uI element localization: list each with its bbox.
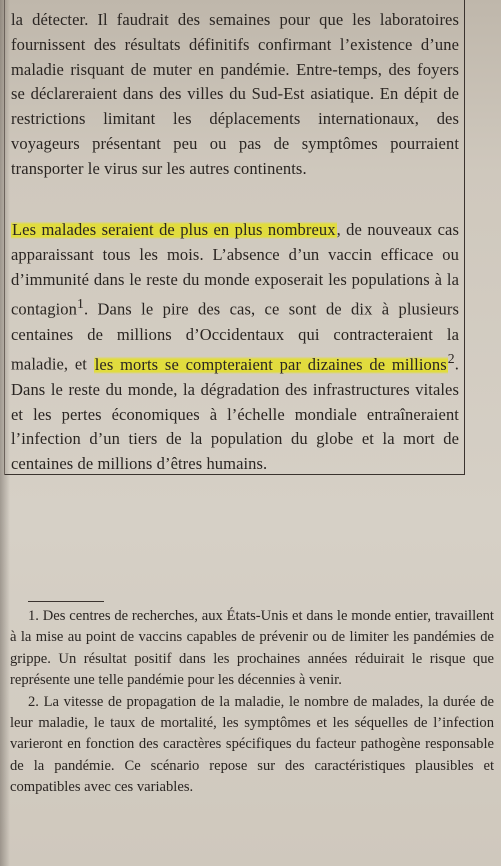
paragraph-1 xyxy=(11,8,459,182)
highlight-malades: Les malades seraient de plus en plus nombreux xyxy=(12,220,336,239)
footnote-2: 2. La vitesse de propagation de la maladie, le nombre de malades, la durée de leur maladie, le taux de mortalité, les symptômes et les séquelles de l’infection varieront en fonction des caractères spécifiques du facteur pathogène responsable de la pandémie. Ce scénario repose sur des caractéristiques plausibles et compatibles avec ces variables. xyxy=(10,693,494,796)
frame-left-rule xyxy=(4,0,5,475)
footnote-ref-2: 2 xyxy=(447,351,455,367)
footnote-separator xyxy=(28,601,104,602)
highlight-morts: les morts se compteraient par dizaines de millions xyxy=(94,354,447,374)
paragraph-2-text-b: . Dans le pire des cas, ce sont de dix à plusieurs centaines de millions d’Occidentaux qui contracteraient la maladie, et xyxy=(11,299,459,374)
footnotes xyxy=(10,606,494,799)
paragraph-2-text-a: , de nouveaux cas apparaissant tous les mois. L’absence d’un vaccin efficace ou d’immunité dans le reste du monde exposerait les populations à la contagion xyxy=(11,220,459,319)
paragraph-2-text-c: . Dans le reste du monde, la dégradation des infrastructures vitales et les pertes économiques à l’échelle mondiale entraîneraient l’infection d’un tiers de la population du globe et la mort de centaines de millions d’êtres humains. xyxy=(11,354,459,474)
paragraph-2 xyxy=(11,218,459,477)
footnote-1: 1. Des centres de recherches, aux États-Unis et dans le monde entier, travaillent à la mise au point de vaccins capables de prévenir ou de limiter les pandémies de grippe. Un résultat positif dans les prochaines années réduirait le risque que représente une telle pandémie pour les décennies à venir. xyxy=(10,608,494,689)
paragraph-1-text: la détecter. Il faudrait des semaines pour que les laboratoires fournissent des résultats définitifs confirmant l’existence d’une maladie risquant de muter en pandémie. Entre-temps, des foyers se déclareraient dans des villes du Sud-Est asiatique. En dépit de restrictions limitant les déplacements internationaux, des voyageurs présentant peu ou pas de symptômes pourraient transporter le virus sur les autres continents. xyxy=(11,10,459,178)
footnote-ref-1: 1 xyxy=(76,296,84,312)
